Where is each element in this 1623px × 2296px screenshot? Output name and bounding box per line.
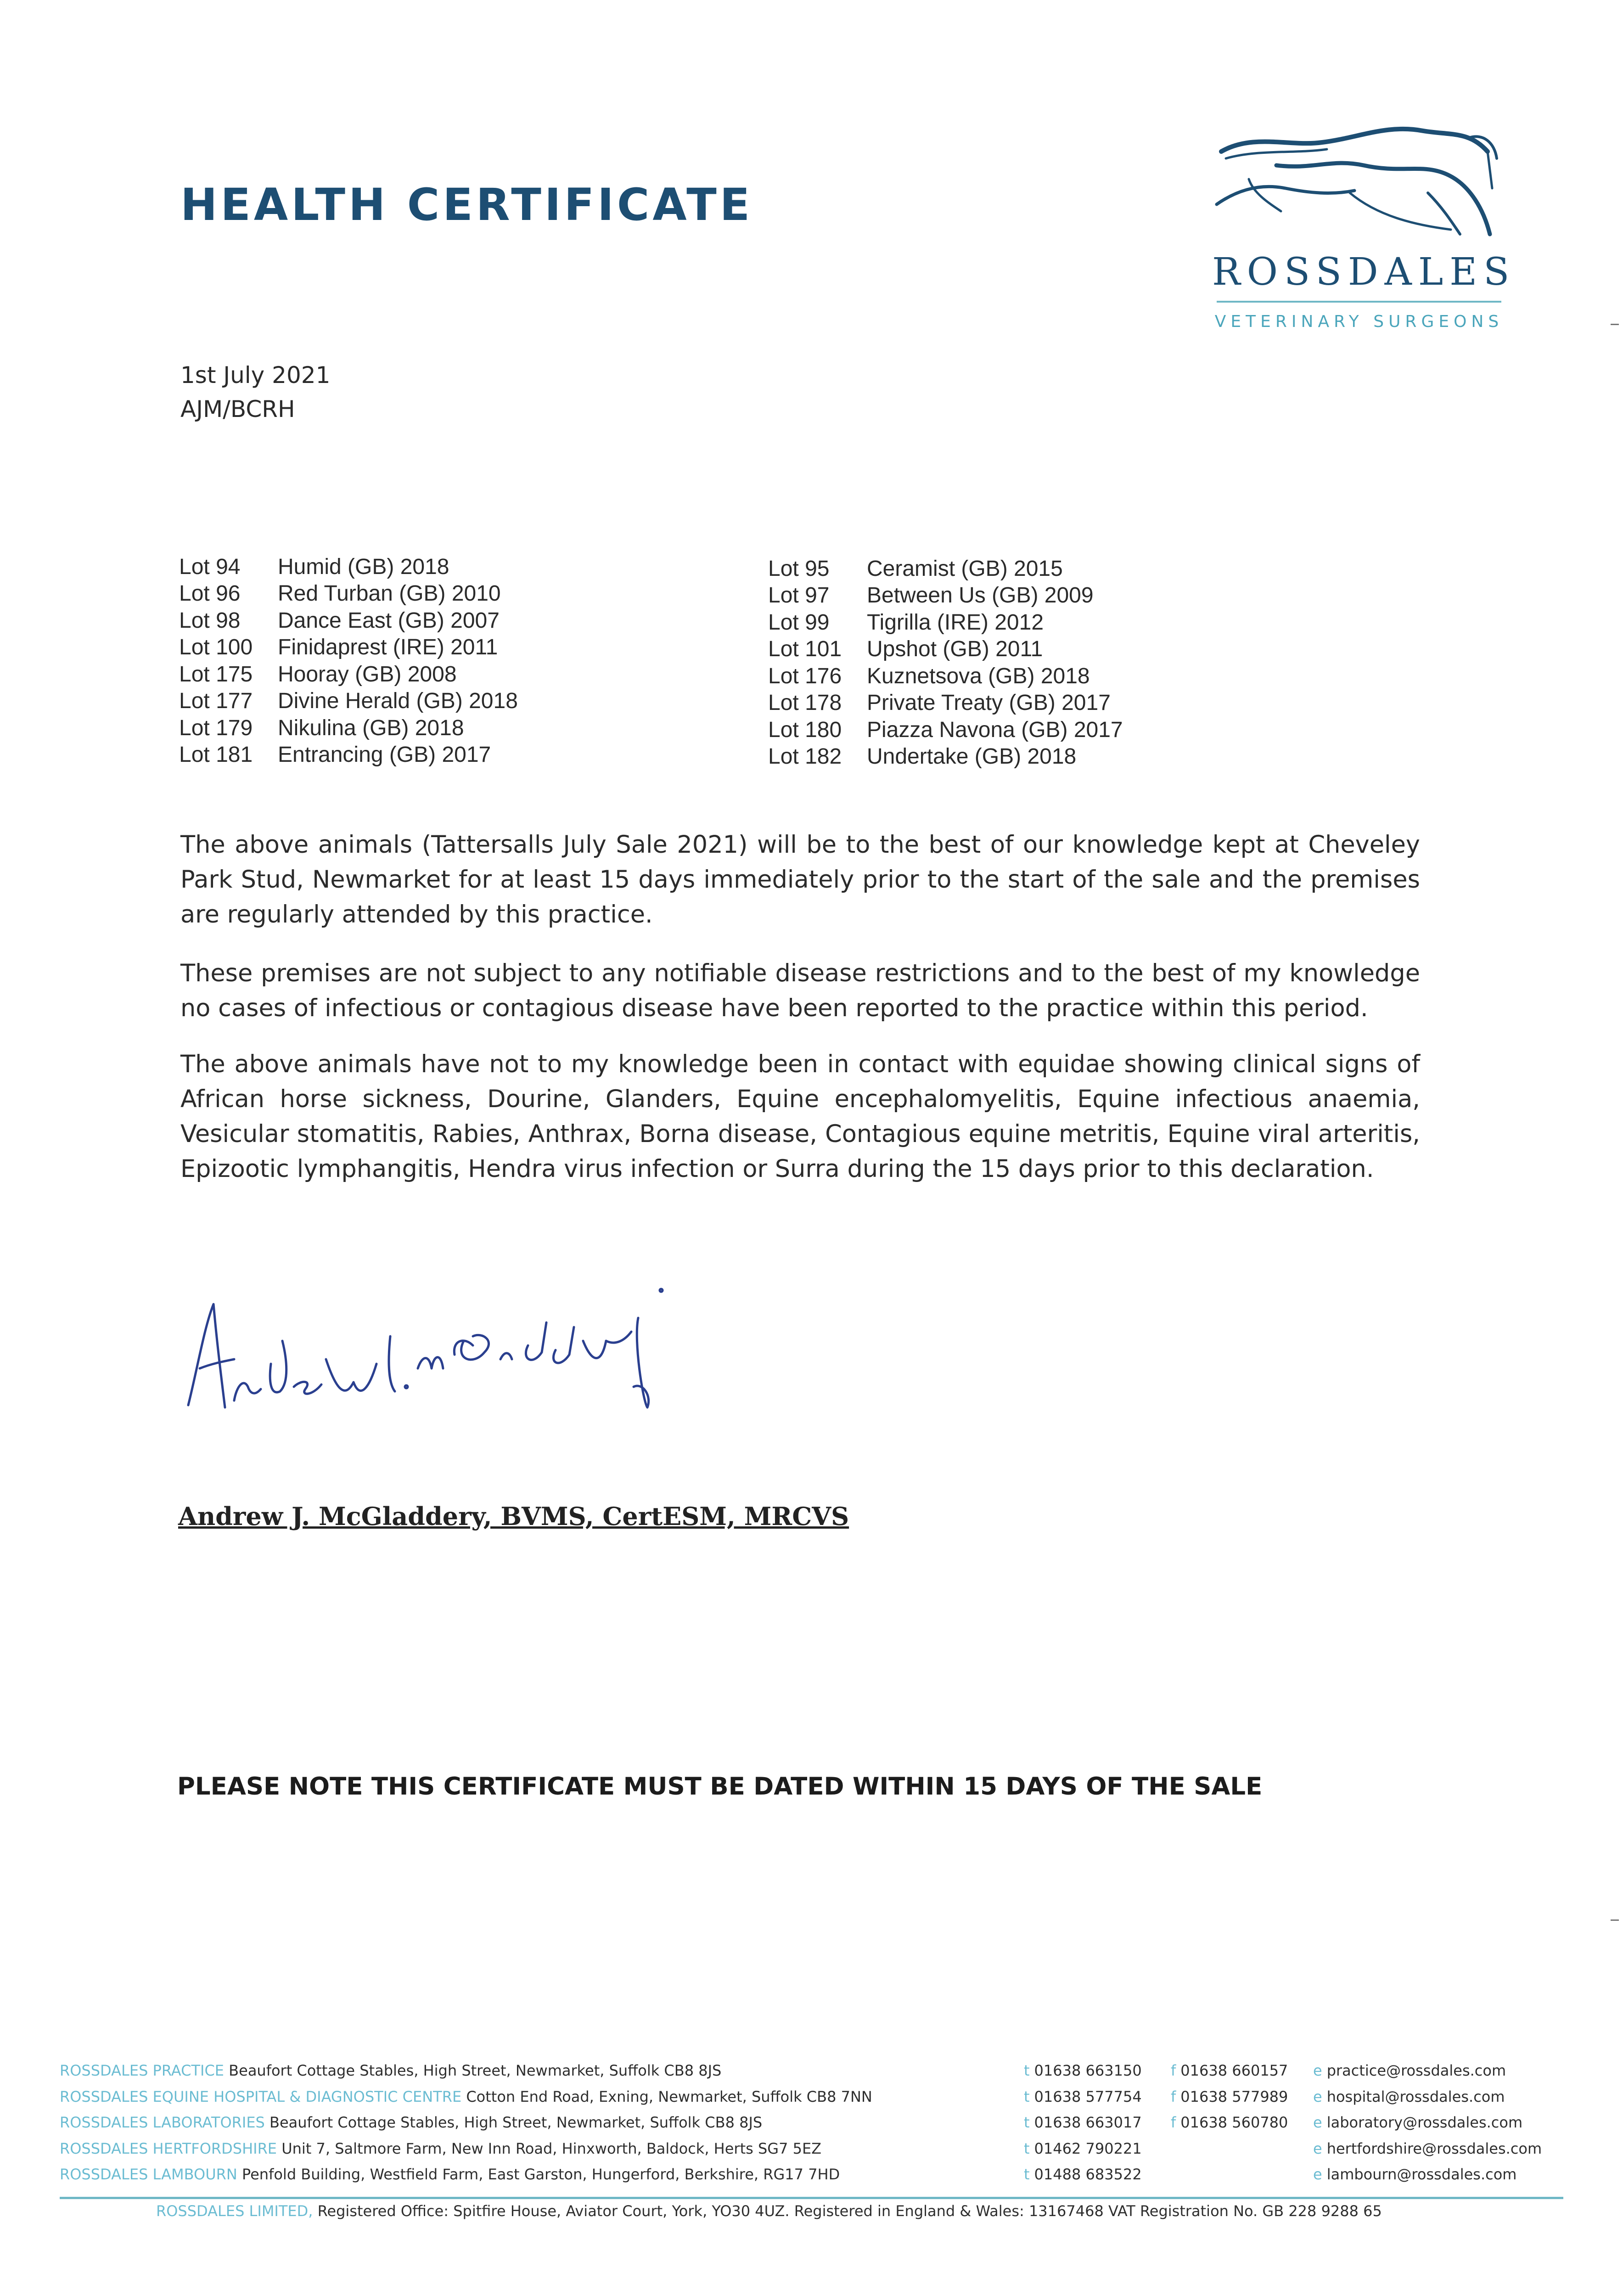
- footer-divider: [60, 2197, 1563, 2199]
- office-email: [1313, 2140, 1542, 2157]
- signatory-name: Andrew J. McGladdery, BVMS, CertESM, MRCVS: [178, 1502, 849, 1531]
- office-name: ROSSDALES EQUINE HOSPITAL & DIAGNOSTIC CENTRE: [60, 2088, 462, 2105]
- lot-column-right: [768, 555, 1227, 770]
- lot-entry: [768, 636, 1227, 663]
- tel-prefix: t: [1024, 2166, 1030, 2183]
- lot-entry: [179, 688, 768, 715]
- lot-entry: [768, 716, 1227, 743]
- lot-entry: [179, 661, 768, 688]
- tel-prefix: t: [1024, 2139, 1030, 2157]
- office-tel: [1024, 2140, 1142, 2157]
- tel-number: 01638 663017: [1034, 2114, 1142, 2131]
- lot-number: Lot 99: [768, 610, 830, 635]
- signature-scribble-icon: [179, 1249, 707, 1433]
- email-prefix: e: [1313, 2062, 1322, 2079]
- office-row: [60, 2166, 1566, 2192]
- tel-prefix: t: [1024, 2062, 1030, 2079]
- horse-name: Private Treaty (GB) 2017: [867, 691, 1111, 715]
- office-fax: [1171, 2088, 1288, 2105]
- horse-name: Piazza Navona (GB) 2017: [867, 717, 1123, 742]
- lot-number: Lot 181: [179, 743, 253, 767]
- email-prefix: e: [1313, 2139, 1322, 2157]
- horse-name: Between Us (GB) 2009: [867, 583, 1094, 608]
- logo-brand: ROSSDALES: [1212, 250, 1516, 294]
- lot-number: Lot 182: [768, 744, 842, 769]
- horse-name: Entrancing (GB) 2017: [278, 743, 491, 767]
- office-row: [60, 2114, 1566, 2140]
- tel-prefix: t: [1024, 2114, 1030, 2131]
- tel-number: 01638 663150: [1034, 2062, 1142, 2079]
- lot-number: Lot 100: [179, 635, 253, 660]
- lot-entry: [768, 555, 1227, 582]
- office-fax: [1171, 2062, 1288, 2079]
- letter-date: 1st July 2021: [180, 362, 331, 388]
- fax-prefix: f: [1171, 2062, 1176, 2079]
- horse-name: Ceramist (GB) 2015: [867, 556, 1063, 581]
- lot-number: Lot 95: [768, 556, 830, 581]
- email-address: practice@rossdales.com: [1326, 2062, 1506, 2079]
- office-email: [1313, 2166, 1516, 2183]
- email-prefix: e: [1313, 2166, 1322, 2183]
- lot-entry: [768, 690, 1227, 717]
- dating-notice: PLEASE NOTE THIS CERTIFICATE MUST BE DATED WITHIN 15 DAYS OF THE SALE: [177, 1773, 1263, 1801]
- lot-list: [179, 553, 1235, 770]
- office-name: ROSSDALES HERTFORDSHIRE: [60, 2139, 277, 2157]
- fax-number: 01638 577989: [1180, 2088, 1288, 2105]
- office-row: [60, 2062, 1566, 2088]
- horse-name: Finidaprest (IRE) 2011: [278, 635, 498, 660]
- office-name: ROSSDALES LABORATORIES: [60, 2114, 265, 2131]
- horse-name: Nikulina (GB) 2018: [278, 715, 464, 740]
- office-tel: [1024, 2114, 1142, 2131]
- lot-number: Lot 101: [768, 637, 842, 662]
- office-row: [60, 2140, 1566, 2166]
- lot-number: Lot 175: [179, 662, 253, 687]
- page-title: HEALTH CERTIFICATE: [180, 179, 753, 231]
- handwritten-signature: [179, 1249, 707, 1433]
- lot-number: Lot 178: [768, 691, 842, 715]
- horse-name: Humid (GB) 2018: [278, 554, 449, 579]
- email-address: hertfordshire@rossdales.com: [1326, 2139, 1542, 2157]
- email-prefix: e: [1313, 2088, 1322, 2105]
- lot-entry: [768, 743, 1227, 771]
- office-address: Beaufort Cottage Stables, High Street, Newmarket, Suffolk CB8 8JS: [229, 2062, 722, 2079]
- office-email: [1313, 2114, 1522, 2131]
- letter-reference: AJM/BCRH: [180, 396, 295, 422]
- lot-entry: [179, 607, 768, 634]
- office-email: [1313, 2062, 1506, 2079]
- horse-name: Tigrilla (IRE) 2012: [867, 610, 1044, 635]
- lot-entry: [768, 609, 1227, 636]
- horse-name: Hooray (GB) 2008: [278, 662, 457, 687]
- lot-entry: [179, 553, 768, 580]
- email-address: hospital@rossdales.com: [1326, 2088, 1505, 2105]
- fax-number: 01638 660157: [1180, 2062, 1288, 2079]
- lot-number: Lot 179: [179, 715, 253, 740]
- horse-name: Divine Herald (GB) 2018: [278, 689, 518, 714]
- office-address: Beaufort Cottage Stables, High Street, Newmarket, Suffolk CB8 8JS: [270, 2114, 763, 2131]
- lot-number: Lot 177: [179, 689, 253, 714]
- email-address: lambourn@rossdales.com: [1326, 2166, 1517, 2183]
- office-email: [1313, 2088, 1505, 2105]
- fax-number: 01638 560780: [1180, 2114, 1288, 2131]
- tel-number: 01462 790221: [1034, 2139, 1142, 2157]
- lot-entry: [768, 582, 1227, 609]
- lot-entry: [179, 634, 768, 661]
- rossdales-logo: [1212, 115, 1516, 344]
- office-row: [60, 2088, 1566, 2114]
- horse-name: Red Turban (GB) 2010: [278, 581, 501, 606]
- registered-office: [156, 2202, 1382, 2220]
- email-address: laboratory@rossdales.com: [1326, 2114, 1523, 2131]
- declaration-paragraph: The above animals (Tattersalls July Sale 2021) will be to the best of our knowledge kept at Cheveley Park Stud, Newmarket for at least 15 days immediately prior to the start of the sale and the premises are regularly attended by this practice.: [180, 831, 1420, 929]
- office-name: ROSSDALES PRACTICE: [60, 2062, 224, 2079]
- footer-offices: [60, 2062, 1566, 2192]
- tel-number: 01488 683522: [1034, 2166, 1142, 2183]
- declaration-paragraph: These premises are not subject to any notifiable disease restrictions and to the best of my knowledge no cases of infectious or contagious disease have been reported to the practice within this period.: [180, 959, 1420, 1022]
- office-tel: [1024, 2062, 1142, 2079]
- lot-number: Lot 98: [179, 608, 241, 633]
- email-prefix: e: [1313, 2114, 1322, 2131]
- horse-logo-icon: [1212, 115, 1506, 253]
- page-edge-mark: [1611, 1919, 1619, 1921]
- lot-entry: [179, 715, 768, 742]
- declaration-paragraph: The above animals have not to my knowledge been in contact with equidae showing clinical signs of African horse sickness, Dourine, Glanders, Equine encephalomyelitis, Equine infectious anaemia, Vesicular stomatitis, Rabies, Anthrax, Borna disease, Contagious equine metritis, Equine viral arteritis, Epizootic lymphangitis, Hendra virus infection or Surra during the 15 days prior to this declaration.: [180, 1050, 1420, 1183]
- lot-entry: [179, 742, 768, 769]
- office-name: ROSSDALES LAMBOURN: [60, 2166, 237, 2183]
- lot-number: Lot 176: [768, 664, 842, 688]
- lot-entry: [768, 663, 1227, 690]
- horse-name: Upshot (GB) 2011: [867, 637, 1043, 662]
- lot-number: Lot 180: [768, 717, 842, 742]
- horse-name: Kuznetsova (GB) 2018: [867, 664, 1090, 688]
- lot-entry: [179, 580, 768, 608]
- fax-prefix: f: [1171, 2088, 1176, 2105]
- lot-column-left: [179, 553, 768, 770]
- lot-number: Lot 94: [179, 554, 241, 579]
- office-address: Cotton End Road, Exning, Newmarket, Suffolk CB8 7NN: [466, 2088, 872, 2105]
- logo-rule: [1217, 301, 1501, 303]
- tel-prefix: t: [1024, 2088, 1030, 2105]
- office-address: Unit 7, Saltmore Farm, New Inn Road, Hinxworth, Baldock, Herts SG7 5EZ: [281, 2139, 822, 2157]
- registered-company-name: ROSSDALES LIMITED,: [156, 2202, 313, 2220]
- office-address: Penfold Building, Westfield Farm, East Garston, Hungerford, Berkshire, RG17 7HD: [241, 2166, 840, 2183]
- lot-number: Lot 96: [179, 581, 241, 606]
- office-tel: [1024, 2166, 1142, 2183]
- logo-tagline: VETERINARY SURGEONS: [1214, 312, 1504, 331]
- horse-name: Dance East (GB) 2007: [278, 608, 500, 633]
- office-fax: [1171, 2114, 1288, 2131]
- lot-number: Lot 97: [768, 583, 830, 608]
- office-tel: [1024, 2088, 1142, 2105]
- page-edge-mark: [1611, 324, 1619, 325]
- registered-office-text: Registered Office: Spitfire House, Aviator Court, York, YO30 4UZ. Registered in England & Wales: 13167468 VAT Registration No. GB 228 9288 65: [317, 2202, 1382, 2220]
- tel-number: 01638 577754: [1034, 2088, 1142, 2105]
- horse-name: Undertake (GB) 2018: [867, 744, 1077, 769]
- fax-prefix: f: [1171, 2114, 1176, 2131]
